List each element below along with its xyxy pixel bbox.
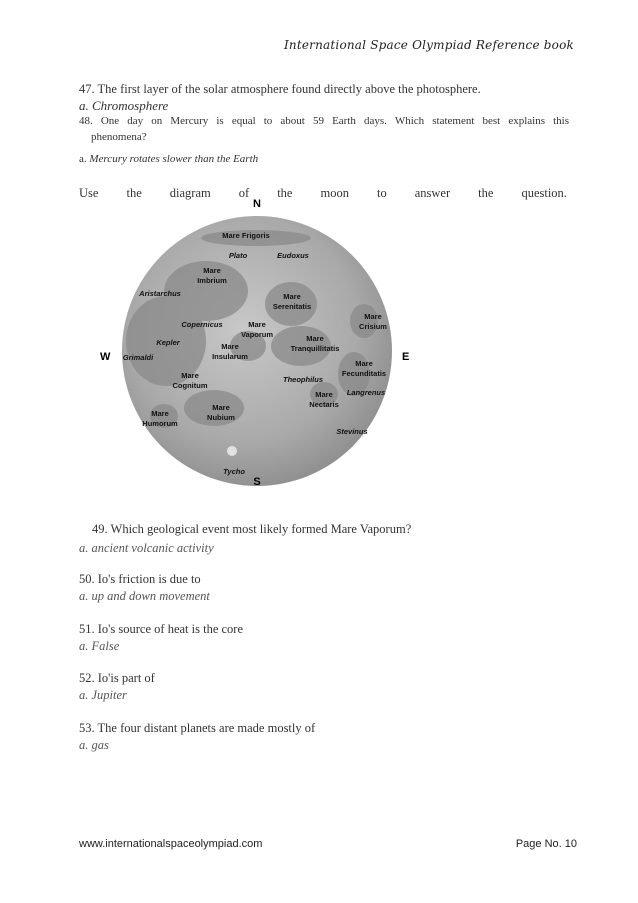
instruction-word: of	[238, 186, 250, 200]
footer-website-link[interactable]: www.internationalspaceolympiad.com	[79, 838, 263, 850]
moon-diagram	[96, 196, 418, 496]
label-mare-fecunditatis-1: Mare	[355, 359, 373, 368]
label-mare-cognitum-1: Mare	[181, 371, 199, 380]
answer-48	[79, 153, 258, 165]
compass-east: E	[402, 351, 410, 363]
question-53: 53. The four distant planets are made mostly of	[79, 721, 316, 735]
compass-north: N	[253, 198, 261, 210]
label-mare-imbrium-2: Imbrium	[197, 276, 227, 285]
label-langrenus: Langrenus	[346, 388, 386, 397]
instruction-word: question.	[521, 186, 567, 200]
label-mare-nubium-2: Nubium	[207, 413, 235, 422]
label-mare-tranquillitatis-1: Mare	[306, 334, 324, 343]
label-mare-serenitatis-2: Serenitatis	[272, 302, 312, 311]
label-eudoxus: Eudoxus	[277, 251, 309, 260]
label-mare-humorum-2: Humorum	[142, 419, 178, 428]
label-aristarchus: Aristarchus	[139, 289, 181, 298]
label-stevinus: Stevinus	[336, 427, 368, 436]
label-mare-insularum-1: Mare	[221, 342, 239, 351]
question-47-text: The first layer of the solar atmosphere found directly above the photosphere.	[97, 82, 481, 96]
label-grimaldi: Grimaldi	[122, 353, 154, 362]
label-tycho: Tycho	[223, 467, 245, 476]
compass-west: W	[100, 351, 111, 363]
moon-diagram-svg	[96, 196, 418, 496]
label-mare-nubium-1: Mare	[212, 403, 230, 412]
question-52: 52. Io'is part of	[79, 671, 155, 685]
instruction-word: the	[478, 186, 494, 200]
question-49: 49. Which geological event most likely formed Mare Vaporum?	[92, 522, 412, 536]
label-kepler: Kepler	[156, 338, 180, 347]
answer-48-text: Mercury rotates slower than the Earth	[89, 153, 259, 165]
page-header: International Space Olympiad Reference book	[283, 38, 574, 52]
question-48-line2: phenomena?	[91, 131, 147, 143]
tycho-crater	[227, 446, 237, 456]
label-mare-vaporum-2: Vaporum	[240, 330, 274, 339]
label-copernicus: Copernicus	[181, 320, 223, 329]
answer-51: a. False	[79, 639, 120, 653]
footer-page-number: Page No. 10	[515, 838, 577, 850]
label-mare-tranquillitatis-2: Tranquillitatis	[290, 344, 340, 353]
instruction-word: the	[126, 186, 142, 200]
label-theophilus: Theophilus	[283, 375, 323, 384]
label-mare-frigoris: Mare Frigoris	[222, 231, 270, 240]
question-48	[79, 113, 569, 145]
label-mare-fecunditatis-2: Fecunditatis	[341, 369, 387, 378]
label-mare-vaporum-1: Mare	[248, 320, 266, 329]
question-47	[79, 82, 481, 97]
instruction-word: Use	[79, 186, 99, 200]
answer-47: a. Chromosphere	[79, 98, 169, 113]
compass-south: S	[253, 476, 261, 488]
answer-52: a. Jupiter	[79, 688, 127, 702]
instruction-word: moon	[320, 186, 349, 200]
instruction-word: to	[376, 186, 387, 200]
instruction-word: diagram	[169, 186, 211, 200]
label-mare-insularum-2: Insularum	[212, 352, 248, 361]
label-mare-nectaris-2: Nectaris	[309, 400, 339, 409]
question-51: 51. Io's source of heat is the core	[79, 622, 244, 636]
label-mare-serenitatis-1: Mare	[283, 292, 301, 301]
label-plato: Plato	[228, 251, 248, 260]
answer-50: a. up and down movement	[79, 589, 210, 603]
label-mare-humorum-1: Mare	[151, 409, 169, 418]
instruction-word: answer	[414, 186, 451, 200]
instruction-word: the	[277, 186, 293, 200]
label-mare-nectaris-1: Mare	[315, 390, 333, 399]
question-48-line1: 48. One day on Mercury is equal to about 59 Earth days. Which statement best explains this	[79, 115, 569, 127]
answer-49: a. ancient volcanic activity	[79, 541, 214, 555]
question-50: 50. Io's friction is due to	[79, 572, 201, 586]
label-mare-imbrium-1: Mare	[203, 266, 221, 275]
answer-48-prefix: a.	[79, 153, 90, 165]
question-47-number: 47.	[79, 82, 95, 96]
answer-53: a. gas	[79, 738, 109, 752]
label-mare-crisium-2: Crisium	[359, 322, 387, 331]
label-mare-cognitum-2: Cognitum	[172, 381, 208, 390]
label-mare-crisium-1: Mare	[364, 312, 382, 321]
